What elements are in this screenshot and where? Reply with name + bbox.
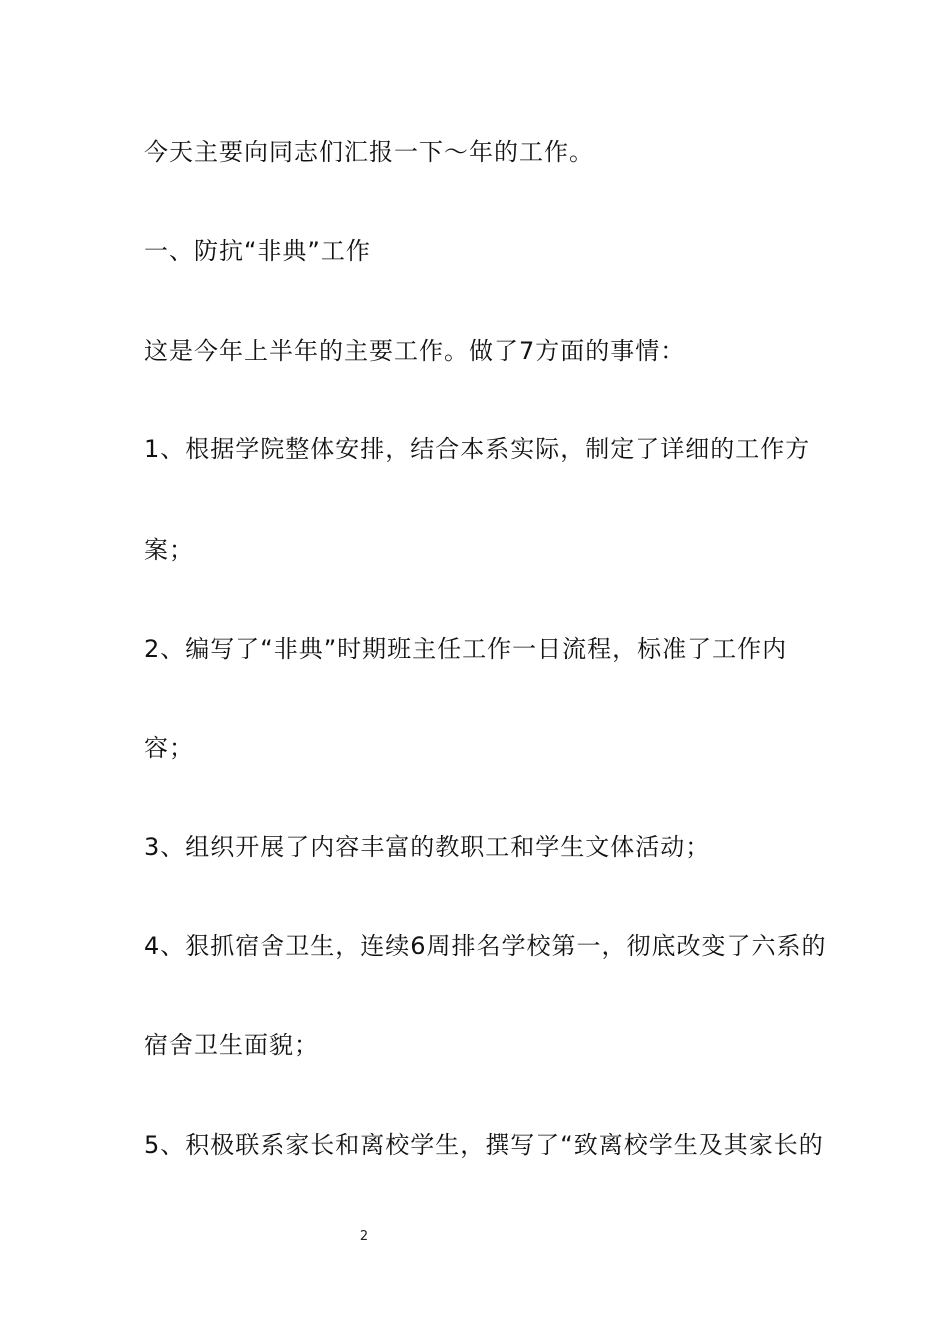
list-item-1-line-2: 案；: [144, 536, 194, 564]
list-item-2-line-2: 容；: [144, 734, 194, 762]
list-item-5-line-1: 5、积极联系家长和离校学生，撰写了“致离校学生及其家长的: [144, 1131, 824, 1159]
paragraph-summary: 这是今年上半年的主要工作。做了7方面的事情：: [144, 337, 686, 365]
list-item-1-line-1: 1、根据学院整体安排，结合本系实际，制定了详细的工作方: [144, 435, 811, 463]
list-item-4-line-1: 4、狠抓宿舍卫生，连续6周排名学校第一，彻底改变了六系的: [144, 932, 827, 960]
section-heading-sars-prevention: 一、防抗“非典”工作: [144, 237, 371, 265]
list-item-2-line-1: 2、编写了“非典”时期班主任工作一日流程，标准了工作内: [144, 635, 788, 663]
paragraph-intro: 今天主要向同志们汇报一下～年的工作。: [144, 138, 594, 166]
list-item-4-line-2: 宿舍卫生面貌；: [144, 1031, 319, 1059]
page-number: 2: [359, 1229, 369, 1244]
list-item-3: 3、组织开展了内容丰富的教职工和学生文体活动；: [144, 833, 711, 861]
